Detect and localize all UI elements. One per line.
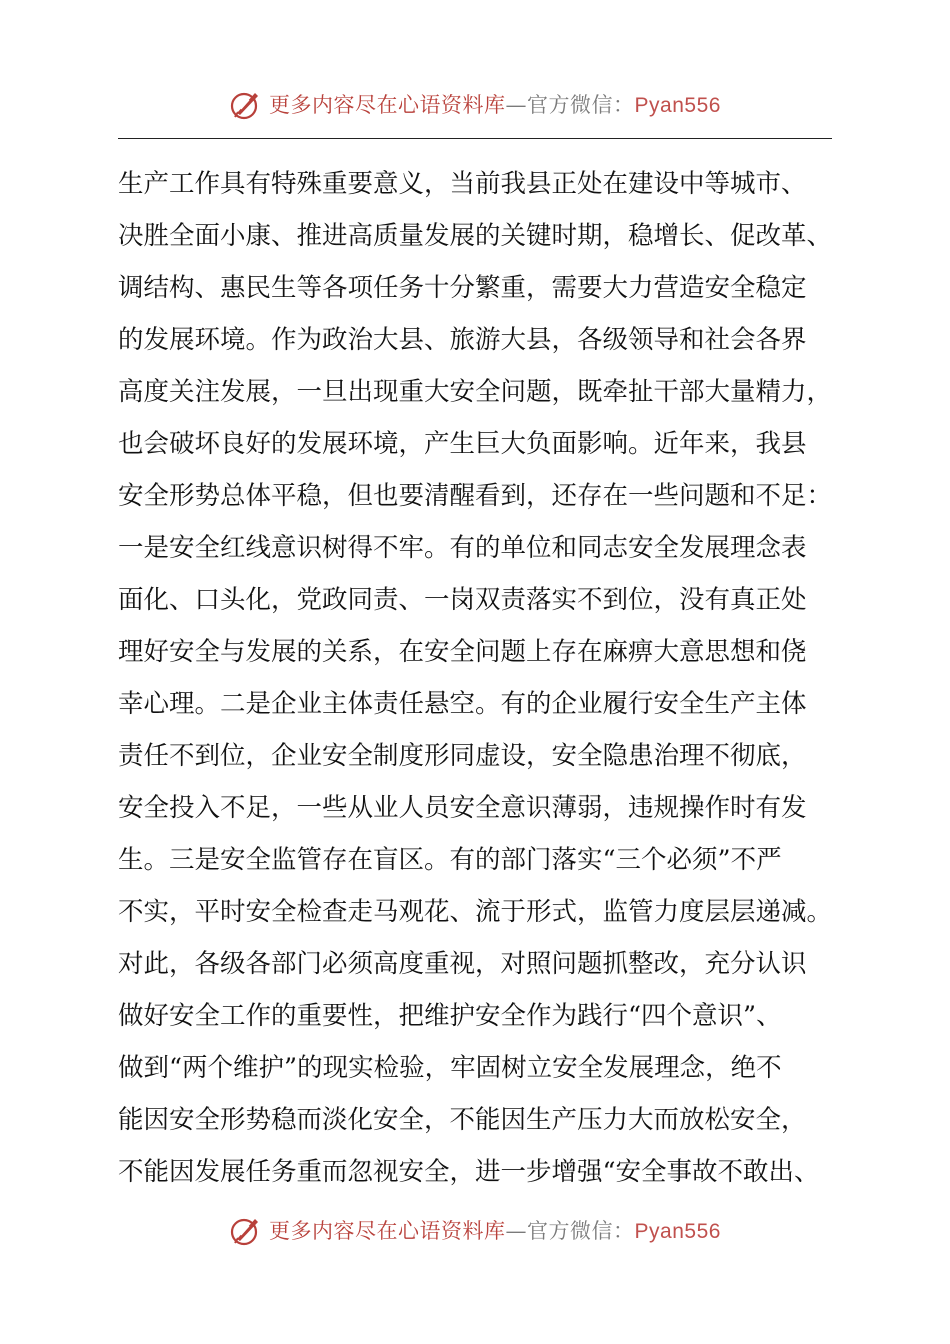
text-line: 做到“两个维护”的现实检验，牢固树立安全发展理念，绝不 bbox=[118, 1053, 782, 1083]
text-line: 一是安全红线意识树得不牢。有的单位和同志安全发展理念表 bbox=[118, 533, 807, 563]
text-line: 生。三是安全监管存在盲区。有的部门落实“三个必须”不严 bbox=[118, 845, 782, 875]
banner-official-label: 官方微信： bbox=[527, 1219, 635, 1243]
header-divider bbox=[118, 138, 832, 139]
text-line: 不能因发展任务重而忽视安全，进一步增强“安全事故不敢出、 bbox=[118, 1157, 820, 1187]
text-line: 安全投入不足，一些从业人员安全意识薄弱，违规操作时有发 bbox=[118, 793, 807, 823]
text-line: 不实，平时安全检查走马观花、流于形式，监管力度层层递减。 bbox=[118, 897, 833, 927]
text-line: 高度关注发展，一旦出现重大安全问题，既牵扯干部大量精力， bbox=[118, 377, 833, 407]
banner-dash: — bbox=[505, 1219, 528, 1243]
text-line: 的发展环境。作为政治大县、旅游大县，各级领导和社会各界 bbox=[118, 325, 807, 355]
text-line: 理好安全与发展的关系，在安全问题上存在麻痹大意思想和侥 bbox=[118, 637, 807, 667]
text-line: 决胜全面小康、推进高质量发展的关键时期，稳增长、促改革、 bbox=[118, 221, 833, 251]
text-line: 幸心理。二是企业主体责任悬空。有的企业履行安全生产主体 bbox=[118, 689, 807, 719]
text-line: 能因安全形势稳而淡化安全，不能因生产压力大而放松安全， bbox=[118, 1105, 807, 1135]
banner-wechat-id: Pyan556 bbox=[634, 94, 721, 117]
text-line: 对此，各级各部门必须高度重视，对照问题抓整改，充分认识 bbox=[118, 949, 807, 979]
text-line: 做好安全工作的重要性，把维护安全作为践行“四个意识”、 bbox=[118, 1001, 782, 1031]
banner-text bbox=[269, 89, 721, 119]
banner-wechat-id: Pyan556 bbox=[634, 1220, 721, 1243]
banner-prefix: 更多内容尽在心语资料库 bbox=[269, 93, 506, 117]
text-line: 调结构、惠民生等各项任务十分繁重，需要大力营造安全稳定 bbox=[118, 273, 807, 303]
banner-official-label: 官方微信： bbox=[527, 93, 635, 117]
banner-prefix: 更多内容尽在心语资料库 bbox=[269, 1219, 506, 1243]
banner-text bbox=[269, 1215, 721, 1245]
text-line: 安全形势总体平稳，但也要清醒看到，还存在一些问题和不足： bbox=[118, 481, 833, 511]
pen-feather-logo-icon bbox=[229, 1213, 263, 1247]
text-line: 面化、口头化，党政同责、一岗双责落实不到位，没有真正处 bbox=[118, 585, 807, 615]
pen-feather-logo-icon bbox=[229, 87, 263, 121]
banner-dash: — bbox=[505, 93, 528, 117]
document-body bbox=[118, 158, 838, 1198]
text-line: 也会破坏良好的发展环境，产生巨大负面影响。近年来，我县 bbox=[118, 429, 807, 459]
header-banner bbox=[0, 84, 950, 124]
text-line: 生产工作具有特殊重要意义，当前我县正处在建设中等城市、 bbox=[118, 169, 807, 199]
footer-banner bbox=[0, 1210, 950, 1250]
text-line: 责任不到位，企业安全制度形同虚设，安全隐患治理不彻底， bbox=[118, 741, 807, 771]
